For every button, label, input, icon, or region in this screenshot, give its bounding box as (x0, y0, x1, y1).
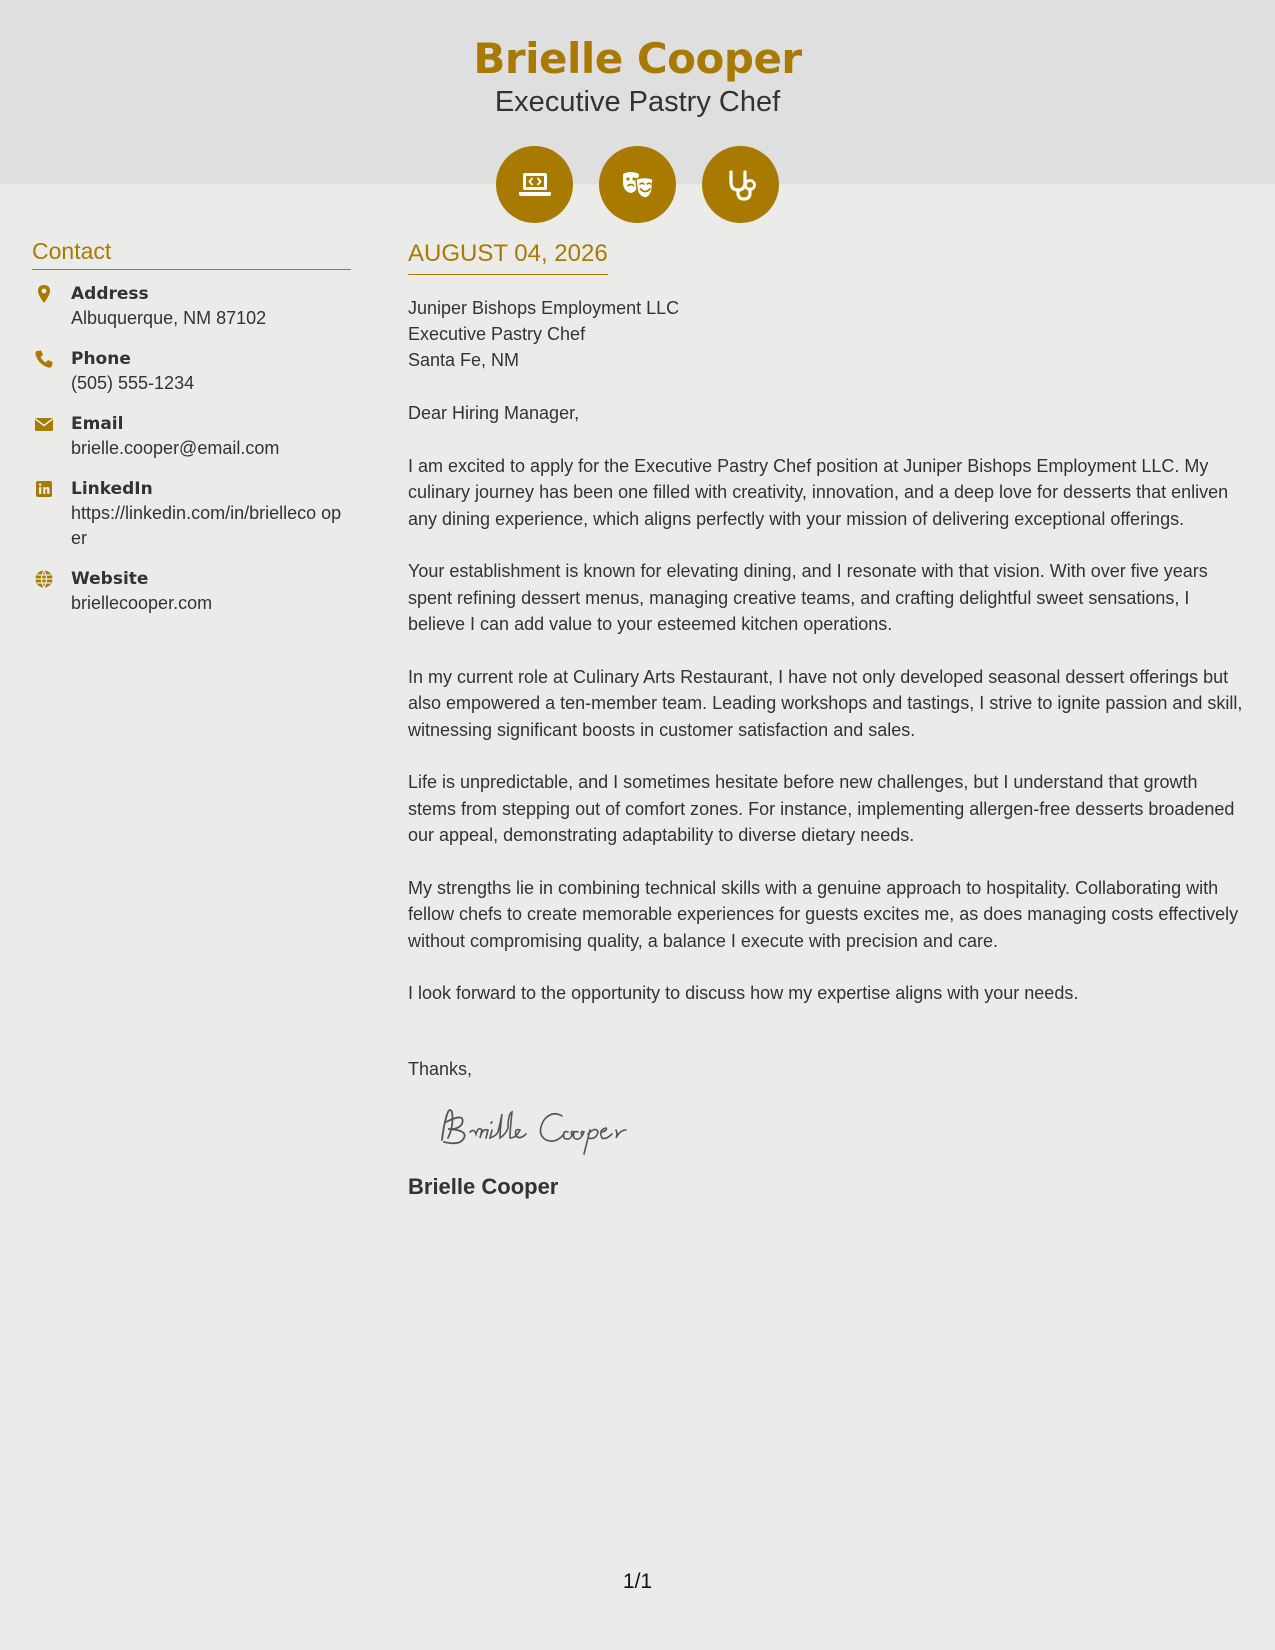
contact-heading: Contact (32, 238, 351, 270)
applicant-name: Brielle Cooper (473, 34, 802, 83)
applicant-title: Executive Pastry Chef (494, 86, 781, 118)
address-value: Albuquerque, NM 87102 (71, 308, 267, 328)
envelope-icon (34, 414, 54, 434)
website-value[interactable]: briellecooper.com (71, 593, 213, 613)
closing: Thanks, (408, 1058, 473, 1079)
recipient-position: Executive Pastry Chef (408, 324, 586, 344)
contact-email (32, 412, 351, 461)
theater-masks-icon (599, 146, 676, 223)
website-label: Website (71, 569, 149, 589)
phone-value: (505) 555-1234 (71, 373, 195, 393)
linkedin-icon (34, 479, 54, 499)
stethoscope-icon (702, 146, 779, 223)
contact-address (32, 282, 351, 331)
signature-image (434, 1100, 1248, 1160)
salutation: Dear Hiring Manager, (408, 403, 580, 423)
recipient-block (408, 295, 1248, 373)
globe-icon (34, 569, 54, 589)
header-icons (496, 146, 780, 224)
map-pin-icon (34, 284, 54, 304)
signer-name: Brielle Cooper (408, 1173, 559, 1199)
paragraph-6: I look forward to the opportunity to discuss how my expertise aligns with your needs. (408, 983, 1079, 1003)
linkedin-value[interactable]: https://linkedin.com/in/brielleco oper (71, 503, 342, 548)
recipient-company: Juniper Bishops Employment LLC (408, 298, 680, 318)
contact-sidebar (32, 238, 351, 632)
paragraph-5: My strengths lie in combining technical skills with a genuine approach to hospitality. Collaborating with fellow chefs to create memorable experiences for guests excites me, as does managing costs effectively without compromising quality, a balance I execute with precision and care. (408, 877, 1239, 951)
letter-body (408, 240, 1248, 1200)
email-value[interactable]: brielle.cooper@email.com (71, 438, 280, 458)
phone-icon (34, 349, 54, 369)
phone-label: Phone (71, 349, 131, 369)
paragraph-3: In my current role at Culinary Arts Restaurant, I have not only developed seasonal dessert offerings but also empowered a ten-member team. Leading workshops and tastings, I strive to ignite passion and skill, witnessing significant boosts in customer satisfaction and sales. (408, 666, 1243, 740)
page-number: 1/1 (622, 1570, 653, 1593)
contact-phone (32, 347, 351, 396)
address-label: Address (71, 284, 149, 304)
paragraph-2: Your establishment is known for elevating dining, and I resonate with that vision. With over five years spent refining dessert menus, managing creative teams, and crafting delightful sweet sensations, I believe I can add value to your esteemed kitchen operations. (408, 561, 1208, 634)
email-label: Email (71, 414, 124, 434)
letter-date: AUGUST 04, 2026 (408, 240, 608, 275)
paragraph-1: I am excited to apply for the Executive Pastry Chef position at Juniper Bishops Employment LLC. My culinary journey has been one filled with creativity, innovation, and a deep love for desserts that enliven any dining experience, which aligns perfectly with your mission of delivering exceptional offerings. (408, 455, 1229, 529)
linkedin-label: LinkedIn (71, 479, 153, 499)
paragraph-4: Life is unpredictable, and I sometimes hesitate before new challenges, but I understand that growth stems from stepping out of comfort zones. For instance, implementing allergen-free desserts broadened our appeal, demonstrating adaptability to diverse dietary needs. (408, 772, 1235, 845)
recipient-location: Santa Fe, NM (408, 350, 520, 370)
contact-website (32, 567, 351, 616)
laptop-code-icon (496, 146, 573, 223)
contact-linkedin (32, 477, 351, 551)
